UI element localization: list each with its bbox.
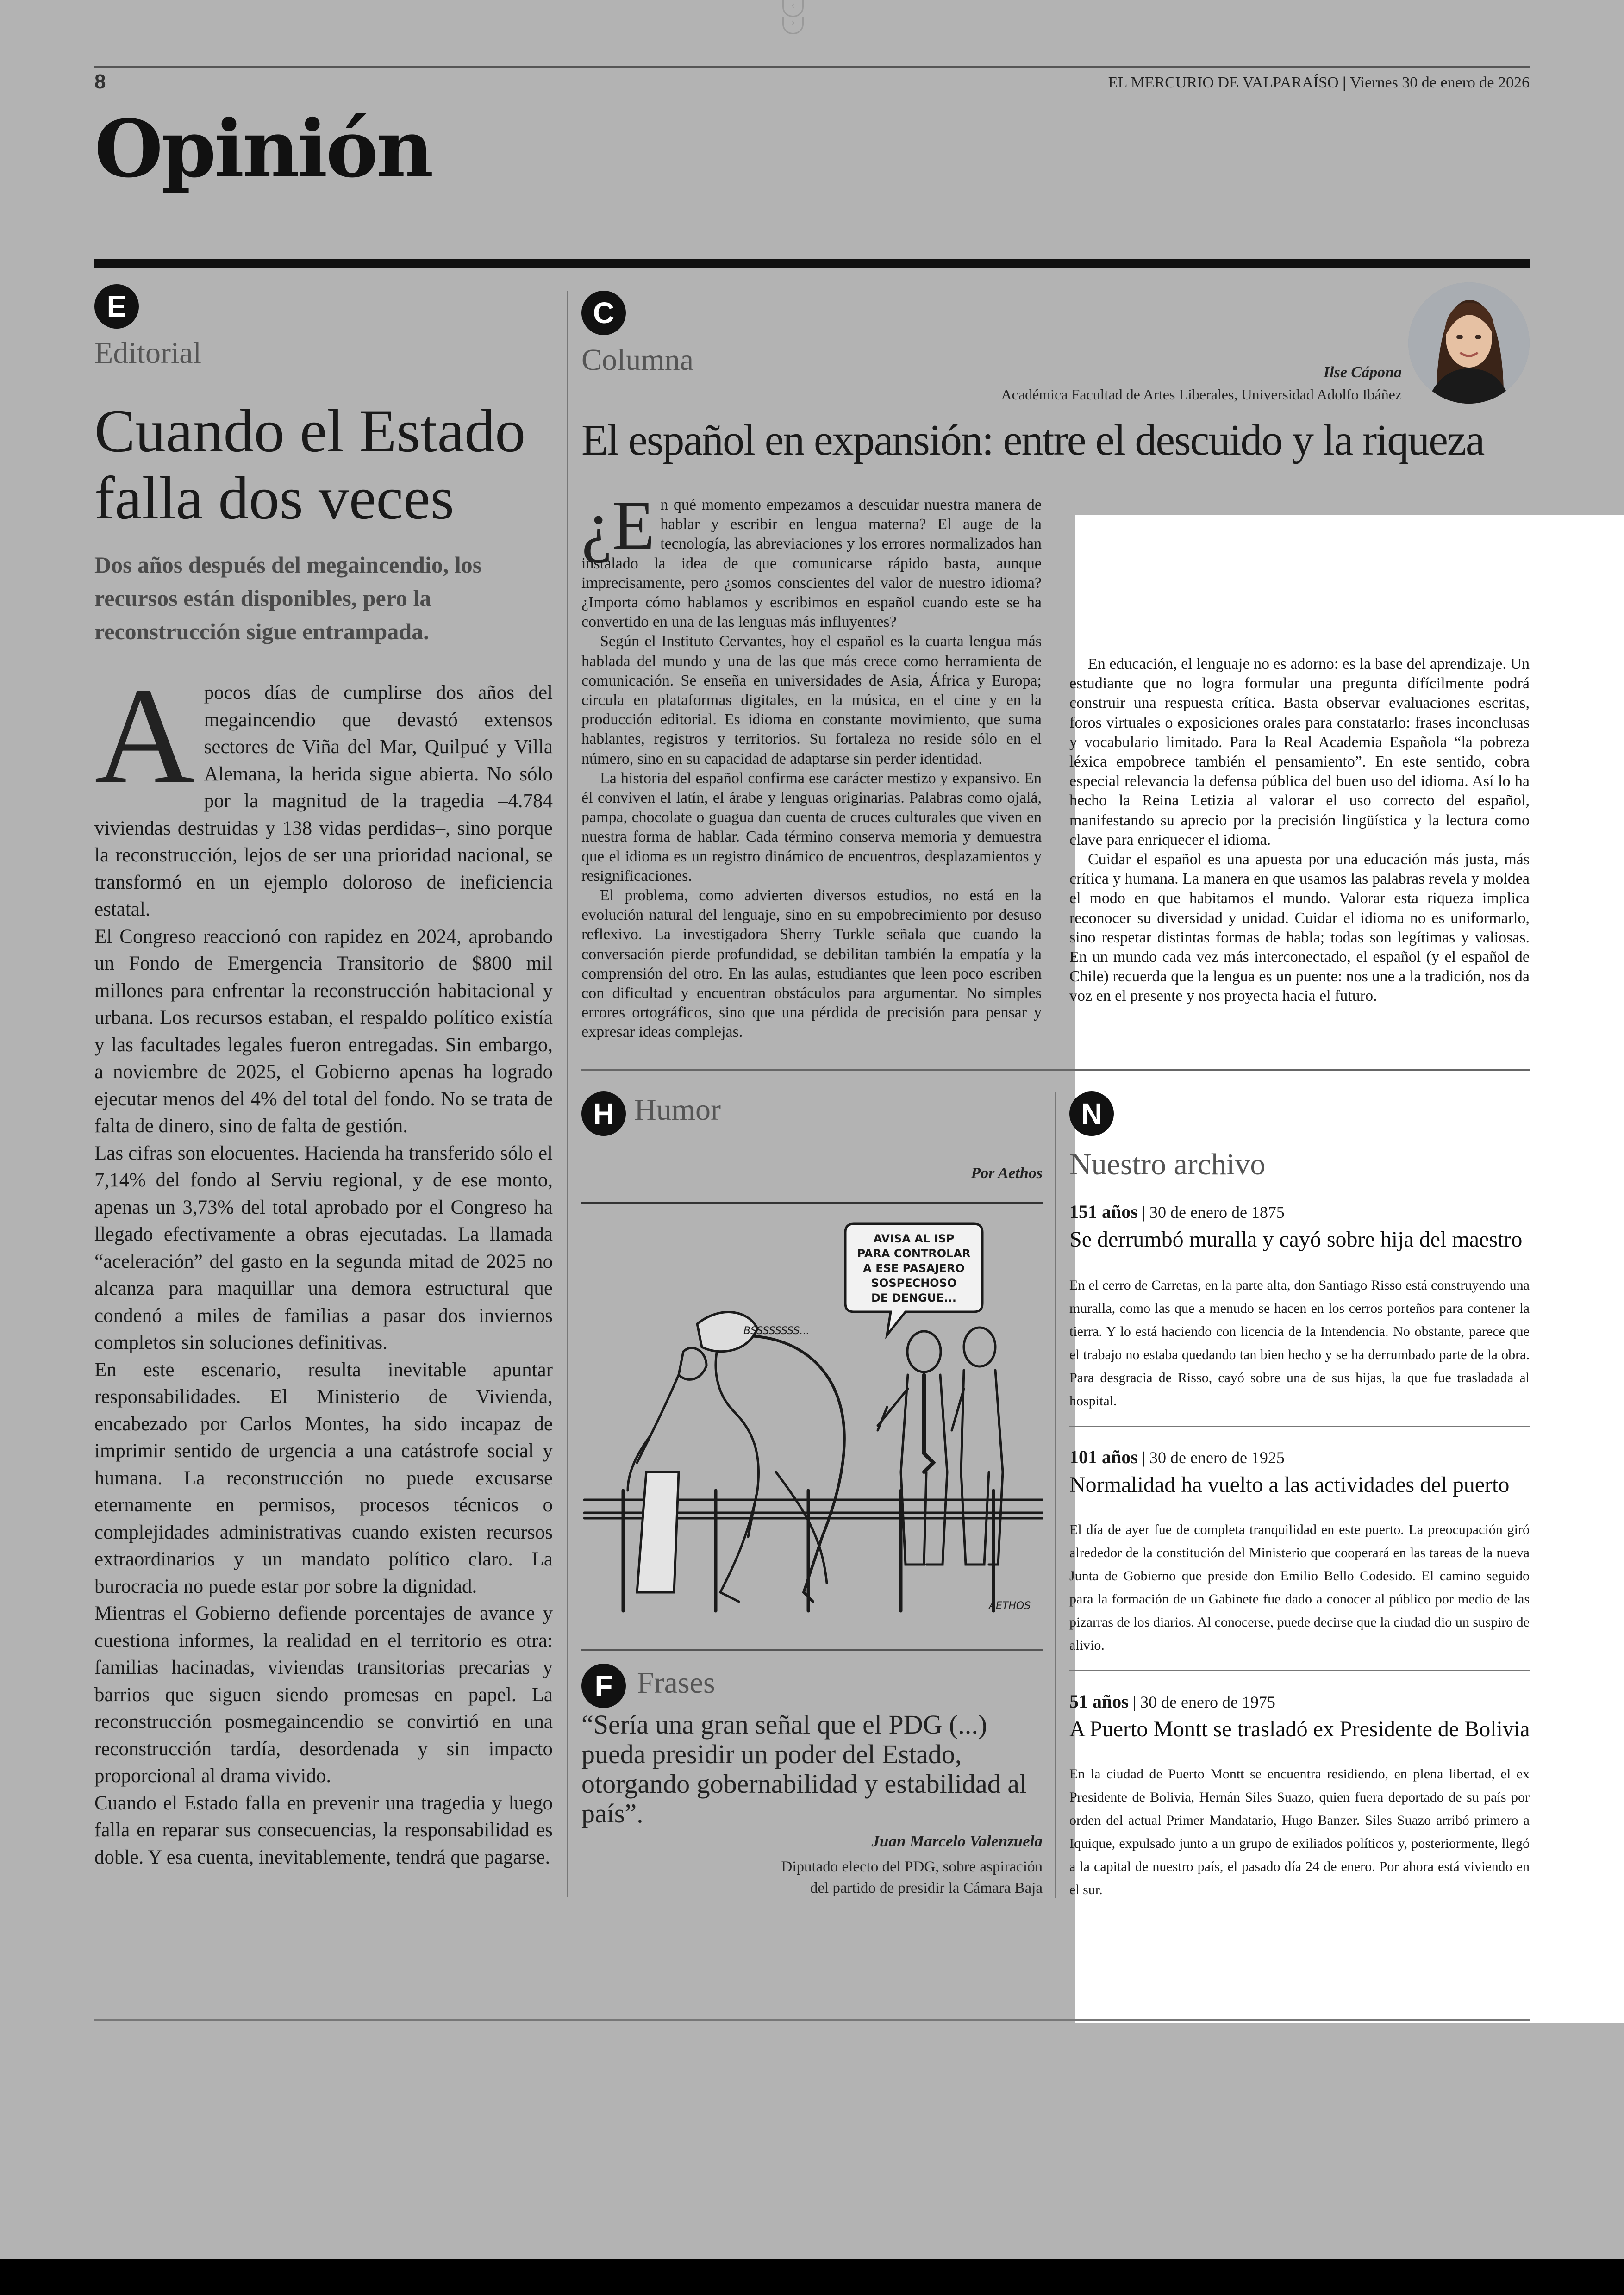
column-divider-left (567, 291, 568, 1897)
humor-byline: Por Aethos (971, 1165, 1043, 1182)
column-paragraph: En educación, el lenguaje no es adorno: es la base del aprendizaje. Un estudiante que no logra formular una pregunta difícilmente podrá construir una respuesta crítica. Basta observar evaluaciones escritas, foros virtuales o exposiciones orales para constatarlo: frases inconclusas y vocabulario limitado. Para la Real Academia Española “la pobreza léxica empobrece también el pensamiento”. En este sentido, cobra especial relevancia la defensa pública del buen uso del idioma. Así lo ha hecho la Reina Letizia al valorar el uso correcto del español, manifestando su aprecio por la precisión lingüística y la lectura como clave para enriquecer el idioma. (1069, 655, 1530, 848)
next-page-icon[interactable]: › (782, 17, 804, 34)
archive-date: 30 de enero de 1875 (1149, 1203, 1285, 1222)
column-drop-cap: ¿E (581, 487, 655, 564)
editorial-headline-line1: Cuando el Estado (94, 397, 526, 465)
archive-label: Nuestro archivo (1069, 1148, 1266, 1181)
archive-years: 51 años (1069, 1691, 1129, 1712)
editorial-label: Editorial (94, 336, 201, 370)
editorial-paragraph: En este escenario, resulta inevitable apuntar responsabilidades. El Ministerio de Vivienda, encabezado por Carlos Montes, ha sido incapaz de imprimir sentido de urgencia a una catástrofe social y humana. La reconstrucción no puede excusarse eternamente en permisos, procesos técnicos o complejidades administrativas cuando existen recursos extraordinarios y un mandato político claro. La burocracia no puede estar por sobre la dignidad. (94, 1359, 553, 1597)
editorial-headline (94, 397, 525, 531)
archive-divider (1069, 1670, 1530, 1671)
column-author-title: Académica Facultad de Artes Liberales, Universidad Adolfo Ibáñez (1001, 386, 1402, 403)
archive-badge: N (1069, 1091, 1114, 1136)
frases-quote: “Sería una gran señal que el PDG (...) pueda presidir un poder del Estado, otorgando gobernabilidad y estabilidad al país”. (581, 1709, 1027, 1828)
archive-item-meta: 151 años | 30 de enero de 1875 (1069, 1201, 1285, 1222)
page-navigation[interactable] (782, 0, 838, 29)
column-paragraph: ¿E n qué momento empezamos a descuidar nuestra manera de hablar y escribir en lengua materna? El auge de la tecnología, las abreviaciones y los errores normalizados han instalado la idea de que comunicarse rápido basta, aunque imprecisamente, pero ¿somos conscientes del valor de nuestro idioma? ¿Importa cómo hablamos y escribimos en español cuando este se ha convertido en una de las lenguas más influyentes? (581, 487, 1042, 631)
frases-speaker-role (781, 1856, 1043, 1899)
archive-date: 30 de enero de 1975 (1140, 1693, 1275, 1711)
archive-date: 30 de enero de 1925 (1149, 1448, 1285, 1467)
editorial-badge: E (94, 284, 139, 329)
frases-badge: F (581, 1664, 626, 1708)
column-paragraph: La historia del español confirma ese carácter mestizo y expansivo. En él conviven el latín, el árabe y lenguas originarias. Palabras como ojalá, pampa, chocolate o guagua dan cuenta de cruces culturales que viven en nuestra forma de hablar. Cada término conserva memoria y demuestra que el idioma es un registro dinámico de encuentros, desplazamientos y resignificaciones. (581, 769, 1042, 885)
editorial-deck: Dos años después del megaincendio, los recursos están disponibles, pero la reconstrucción sigue entrampada. (94, 552, 482, 644)
editorial-paragraph: Cuando el Estado falla en prevenir una tragedia y luego falla en reparar sus consecuencias, la responsabilidad es doble. Y esa cuenta, inevitablemente, tendrá que pagarse. (94, 1792, 553, 1868)
bubble-line-5: DE DENGUE... (871, 1291, 957, 1304)
author-portrait (1408, 282, 1530, 404)
column-body-right (1069, 495, 1530, 1006)
frases-speaker: Juan Marcelo Valenzuela (871, 1832, 1043, 1850)
archive-divider (1069, 1426, 1530, 1427)
frases-label: Frases (637, 1666, 715, 1700)
section-title: Opinión (94, 103, 432, 195)
column-label: Columna (581, 343, 693, 377)
bubble-line-4: SOSPECHOSO (871, 1277, 957, 1290)
header-rule (94, 66, 1530, 68)
frases-role-line-2: del partido de presidir la Cámara Baja (810, 1880, 1043, 1896)
archive-item-text: El día de ayer fue de completa tranquilidad en este puerto. La preocupación giró alrededor de la constitución del Ministerio que cooperará en las tareas de la nueva Junta de Gobierno que preside don Emilio Bello Codesido. El camino seguido para la formación de un Gabinete fue dado a conocer al público por medio de las pizarras de los diarios. Al conocerse, puede decirse que la ciudad dio un suspiro de alivio. (1069, 1522, 1530, 1653)
editorial-paragraph: El Congreso reaccionó con rapidez en 2024, aprobando un Fondo de Emergencia Transitorio de $800 mil millones para enfrentar la reconstrucción habitacional y urbana. Los recursos estaban, el respaldo político existía y las facultades legales fueron entregadas. Sin embargo, a noviembre de 2025, el Gobierno apenas ha logrado ejecutar menos del 4% del total del fondo. No se trata de falta de dinero, sino de falta de gestión. (94, 925, 553, 1137)
viewer-bottom-bar (0, 2259, 1624, 2295)
column-body-left (581, 487, 1042, 1042)
column-paragraph: Cuidar el español es una apuesta por una educación más justa, más crítica y humana. La manera en que usamos las palabras revela y moldea el modo en que habitamos el mundo. Valorar esta riqueza implica reconocer su diversidad y unidad. Cuidar el idioma no es uniformarlo, sino respetar distintas formas de habla; todas son legítimas y valiosas. En un mundo cada vez más interconectado, el español (y el español de Chile) recuerda que la lengua es un puente: nos une a la tradición, nos da voz en el presente y nos proyecta hacia el futuro. (1069, 851, 1530, 1005)
humor-badge: H (581, 1091, 626, 1136)
bubble-line-3: A ESE PASAJERO (863, 1262, 965, 1275)
column-headline: El español en expansión: entre el descuido y la riqueza (581, 416, 1484, 464)
humor-cartoon (581, 1213, 1043, 1620)
prev-page-icon[interactable]: ‹ (782, 0, 804, 17)
editorial-body (94, 659, 553, 1871)
column-paragraph: Según el Instituto Cervantes, hoy el español es la cuarta lengua más hablada del mundo y una de las que más crece como herramienta de comunicación. Se enseña en universidades de Asia, África y Europa; circula en plataformas digitales, en la música, en el cine y en la producción editorial. Es idioma en constante movimiento, que suma hablantes, registros y territorios. Su fortaleza no reside sólo en el número, sino en su capacidad de adaptarse sin perder identidad. (581, 633, 1042, 767)
archive-item-title: A Puerto Montt se trasladó ex Presidente de Bolivia (1069, 1717, 1530, 1741)
header-thick-rule (94, 259, 1530, 268)
bubble-line-1: AVISA AL ISP (873, 1232, 955, 1245)
cartoon-hiss: BSSSSSSSS... (743, 1325, 810, 1337)
publication-name: EL MERCURIO DE VALPARAÍSO (1108, 74, 1339, 91)
archive-item-text: En la ciudad de Puerto Montt se encuentra residiendo, en plena libertad, el ex Presidente de Bolivia, Hernán Siles Suazo, quien fuera deportado de su país por orden del actual Primer Mandatario, Hugo Banzer. Siles Suazo arribó primero a Iquique, expulsado junto a un grupo de exiliados políticos y, posteriormente, llegó a la capital de nuestro país, el pasado día 24 de enero. Por ahora está viviendo en el sur. (1069, 1766, 1530, 1897)
archive-item-meta: 101 años | 30 de enero de 1925 (1069, 1447, 1285, 1467)
column-author-name: Ilse Cápona (1323, 364, 1402, 381)
column-divider-right (1055, 1092, 1056, 1898)
archive-years: 151 años (1069, 1201, 1138, 1222)
editorial-headline-line2: falla dos veces (94, 464, 454, 532)
publication-line: EL MERCURIO DE VALPARAÍSO | Viernes 30 de enero de 2026 (1108, 74, 1530, 91)
page-bottom-rule (94, 2019, 1530, 2021)
editorial-paragraph: Mientras el Gobierno defiende porcentajes de avance y cuestiona informes, la realidad en el territorio es otra: familias hacinadas, viviendas transitorias precarias y barrios que siguen siendo promesas en papel. La reconstrucción posmegaincendio se convirtió en una reconstrucción tardía, desordenada y sin impacto proporcional al drama vivido. (94, 1603, 553, 1787)
archive-years: 101 años (1069, 1447, 1138, 1467)
humor-top-rule (581, 1202, 1043, 1204)
archive-item-text: En el cerro de Carretas, en la parte alta, don Santiago Risso está construyendo una muralla, como las que a menudo se hacen en los cerros porteños para contener la tierra. Y lo está haciendo con licencia de la Intendencia. No obstante, parece que el trabajo no estaba quedando tan bien hecho y se ha derrumbado parte de la obra. Para desgracia de Risso, cayó sobre una de sus hijas, la que fue trasladada al hospital. (1069, 1278, 1530, 1409)
archive-item-title: Se derrumbó muralla y cayó sobre hija del maestro (1069, 1227, 1523, 1252)
humor-label: Humor (634, 1093, 721, 1127)
cartoon-signature: AETHOS (989, 1600, 1031, 1612)
frases-role-line-1: Diputado electo del PDG, sobre aspiración (781, 1858, 1043, 1875)
page-number: 8 (94, 70, 106, 93)
editorial-paragraph: A pocos días de cumplirse dos años del megaincendio que devastó extensos sectores de Viña del Mar, Quilpué y Villa Alemana, la herida sigue abierta. No sólo por la magnitud de la tragedia –4.784 viviendas destruidas y 138 vidas perdidas–, sino porque la reconstrucción, lejos de ser una prioridad nacional, se transformó en un ejemplo doloroso de ineficiencia estatal. (94, 659, 553, 920)
archive-item-meta: 51 años | 30 de enero de 1975 (1069, 1691, 1275, 1712)
column-paragraph: El problema, como advierten diversos estudios, no está en la evolución natural del lenguaje, sino en su empobrecimiento por desuso reflexivo. La investigadora Sherry Turkle señala que cuando la conversación pierde profundidad, se debilitan también la empatía y la comprensión del otro. En las aulas, estudiantes que leen poco escriben con dificultad y encuentran obstáculos para argumentar. No simples errores ortográficos, sino que una pérdida de precisión para pensar y expresar ideas complejas. (581, 887, 1042, 1041)
column-badge: C (581, 291, 626, 335)
bubble-line-2: PARA CONTROLAR (857, 1247, 971, 1260)
editorial-drop-cap: A (94, 659, 195, 812)
publication-date: Viernes 30 de enero de 2026 (1350, 74, 1530, 91)
humor-bottom-rule (581, 1649, 1043, 1651)
archive-item-title: Normalidad ha vuelto a las actividades del puerto (1069, 1472, 1510, 1497)
column-bottom-rule (581, 1069, 1530, 1071)
editorial-paragraph: Las cifras son elocuentes. Hacienda ha transferido sólo el 7,14% del fondo al Serviu regional, y de ese monto, apenas un 3,73% del total aprobado por el Congreso ha llegado efectivamente a obras ejecutadas. La llamada “aceleración” del gasto en la segunda mitad de 2025 no alcanza para maquillar una demora estructural que condenó a miles de familias a pasar dos inviernos completos sin soluciones definitivas. (94, 1142, 553, 1353)
